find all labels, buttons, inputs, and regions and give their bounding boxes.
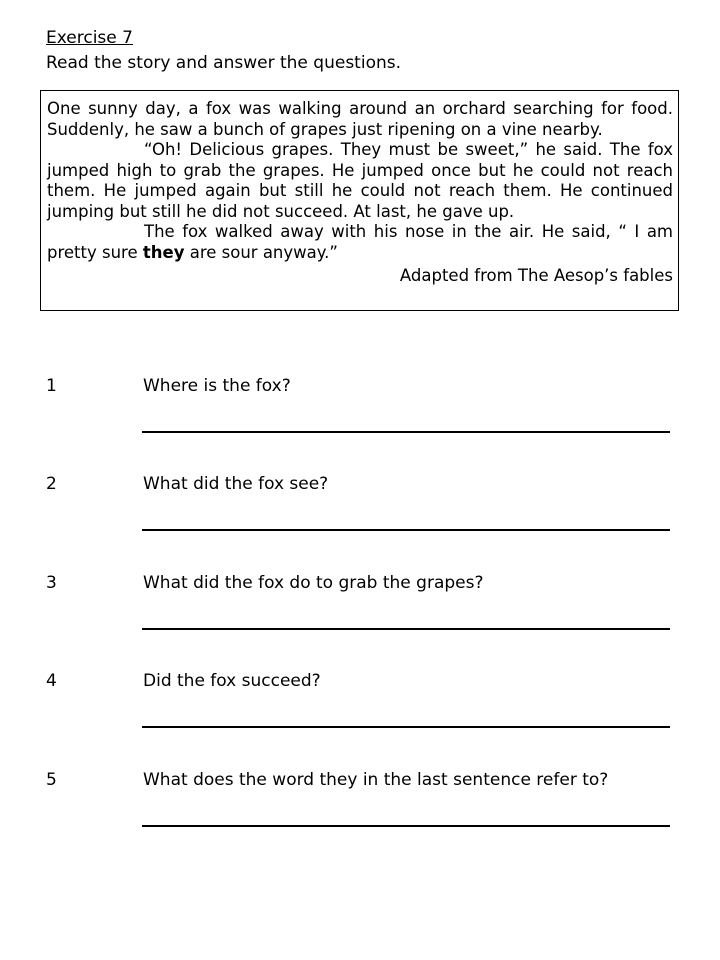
story-paragraph-3-end: are sour anyway.” xyxy=(184,242,338,262)
question-number: 3 xyxy=(46,573,57,593)
exercise-title: Exercise 7 xyxy=(46,28,133,48)
answer-line-2[interactable] xyxy=(142,529,670,531)
question-number: 4 xyxy=(46,671,57,691)
question-text: Did the fox succeed? xyxy=(143,671,321,691)
highlighted-word-they: they xyxy=(142,242,185,262)
question-1 xyxy=(46,375,686,455)
answer-line-3[interactable] xyxy=(142,628,670,630)
story-paragraph-1: One sunny day, a fox was walking around an orchard searching for food. Suddenly, he saw a bunch of grapes just ripening on a vine nearby. xyxy=(47,99,673,139)
story-source: Adapted from The Aesop’s fables xyxy=(399,266,673,285)
question-3 xyxy=(46,572,686,652)
question-4 xyxy=(46,670,686,750)
instruction-text: Read the story and answer the questions. xyxy=(46,53,401,73)
story-box xyxy=(40,90,679,311)
answer-line-5[interactable] xyxy=(142,825,670,827)
story-paragraph-2: “Oh! Delicious grapes. They must be sweet,” he said. The fox jumped high to grab the grapes. He jumped once but he could not reach them. He jumped again but still he could not reach them. He continued jumping but still he did not succeed. At last, he gave up. xyxy=(47,140,673,221)
question-text: What did the fox do to grab the grapes? xyxy=(143,573,484,593)
answer-line-1[interactable] xyxy=(142,431,670,433)
question-text: What does the word they in the last sentence refer to? xyxy=(143,770,609,790)
question-text: What did the fox see? xyxy=(143,474,329,494)
question-5 xyxy=(46,769,686,849)
question-number: 1 xyxy=(46,376,57,396)
answer-line-4[interactable] xyxy=(142,726,670,728)
story-paragraph-3 xyxy=(47,222,673,263)
question-number: 5 xyxy=(46,770,57,790)
question-2 xyxy=(46,473,686,553)
question-number: 2 xyxy=(46,474,57,494)
question-text: Where is the fox? xyxy=(143,376,291,396)
story-paragraph-3-start: The fox walked away with his nose in the air. He said, “ I am pretty sure xyxy=(47,222,673,262)
